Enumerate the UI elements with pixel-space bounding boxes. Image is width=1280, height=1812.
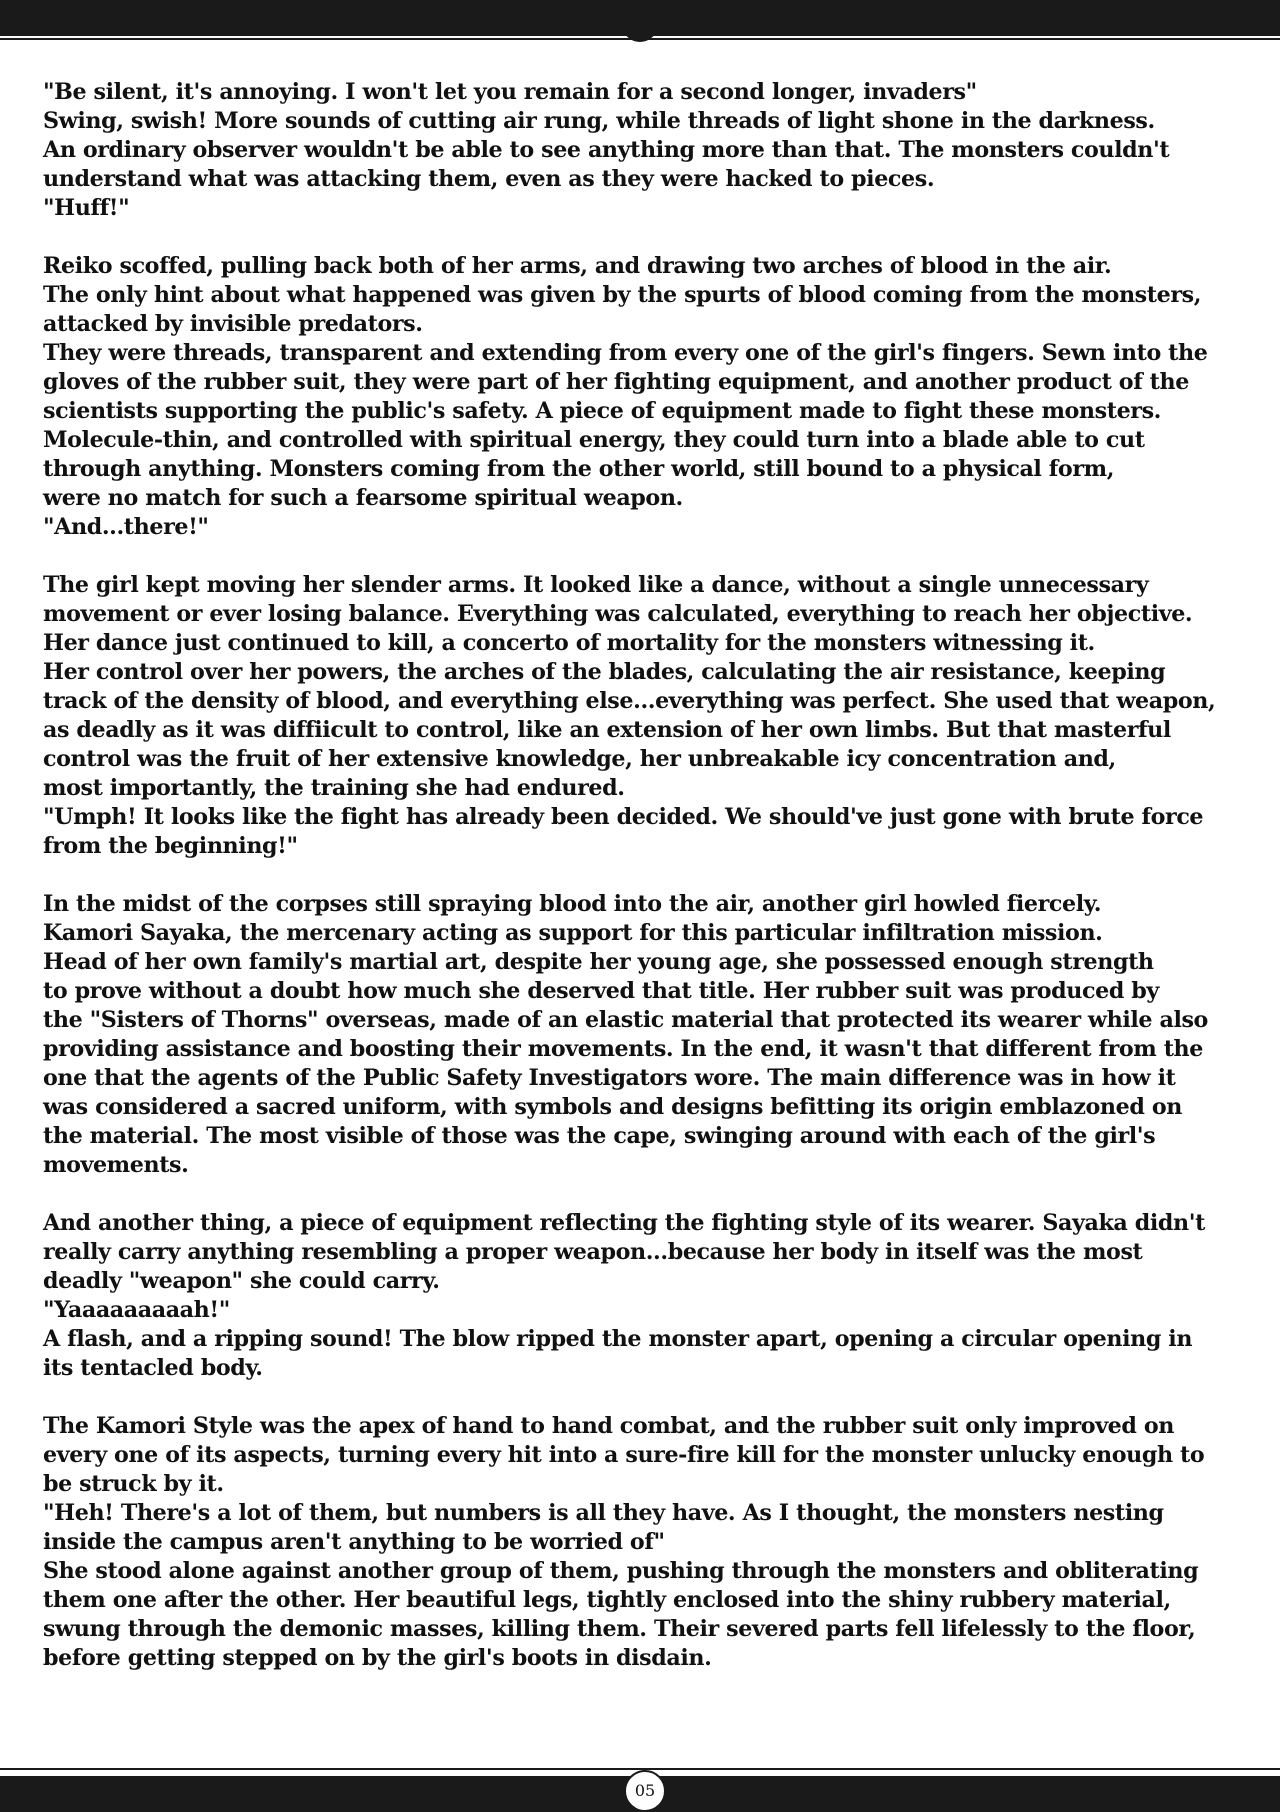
text-line: Swing, swish! More sounds of cutting air rung, while threads of light shone in the darkness. (43, 108, 1155, 134)
text-line: be struck by it. (43, 1471, 224, 1497)
text-line: "And...there!" (43, 514, 209, 540)
text-line: "Be silent, it's annoying. I won't let you remain for a second longer, invaders" (43, 79, 977, 105)
text-line: "Yaaaaaaaaah!" (43, 1297, 230, 1323)
text-line: deadly "weapon" she could carry. (43, 1268, 440, 1294)
paragraph (43, 1412, 1263, 1673)
text-line: its tentacled body. (43, 1355, 263, 1381)
text-line: the material. The most visible of those was the cape, swinging around with each of the girl's (43, 1123, 1156, 1149)
text-line: "Umph! It looks like the fight has already been decided. We should've just gone with brute force (43, 804, 1204, 830)
text-line: She stood alone against another group of them, pushing through the monsters and obliterating (43, 1558, 1199, 1584)
text-line: as deadly as it was diffiicult to control, like an extension of her own limbs. But that masterful (43, 717, 1171, 743)
paragraph (43, 571, 1263, 861)
text-line: Head of her own family's martial art, despite her young age, she possessed enough strength (43, 949, 1154, 975)
story-text-body (43, 78, 1263, 1673)
paragraph (43, 890, 1263, 1180)
paragraph (43, 252, 1263, 542)
paragraph-gap (43, 1383, 1263, 1412)
text-line: Her dance just continued to kill, a concerto of mortality for the monsters witnessing it. (43, 630, 1095, 656)
paragraph-gap (43, 223, 1263, 252)
text-line: was considered a sacred uniform, with symbols and designs befitting its origin emblazoned on (43, 1094, 1182, 1120)
text-line: the "Sisters of Thorns" overseas, made of an elastic material that protected its wearer while also (43, 1007, 1208, 1033)
text-line: Molecule-thin, and controlled with spiritual energy, they could turn into a blade able to cut (43, 427, 1145, 453)
text-line: inside the campus aren't anything to be worried of" (43, 1529, 665, 1555)
text-line: from the beginning!" (43, 833, 298, 859)
text-line: movement or ever losing balance. Everything was calculated, everything to reach her objective. (43, 601, 1193, 627)
text-line: gloves of the rubber suit, they were part of her fighting equipment, and another product of the (43, 369, 1189, 395)
text-line: A flash, and a ripping sound! The blow ripped the monster apart, opening a circular opening in (43, 1326, 1193, 1352)
text-line: The only hint about what happened was given by the spurts of blood coming from the monsters, (43, 282, 1202, 308)
text-line: control was the fruit of her extensive knowledge, her unbreakable icy concentration and, (43, 746, 1116, 772)
text-line: really carry anything resembling a proper weapon...because her body in itself was the most (43, 1239, 1143, 1265)
text-line: them one after the other. Her beautiful legs, tightly enclosed into the shiny rubbery material, (43, 1587, 1171, 1613)
text-line: The Kamori Style was the apex of hand to hand combat, and the rubber suit only improved on (43, 1413, 1174, 1439)
paragraph-gap (43, 1180, 1263, 1209)
text-line: Reiko scoffed, pulling back both of her arms, and drawing two arches of blood in the air. (43, 253, 1112, 279)
paragraph-gap (43, 542, 1263, 571)
text-line: And another thing, a piece of equipment reflecting the fighting style of its wearer. Sayaka didn't (43, 1210, 1205, 1236)
text-line: They were threads, transparent and extending from every one of the girl's fingers. Sewn into the (43, 340, 1208, 366)
text-line: track of the density of blood, and everything else...everything was perfect. She used that weapon, (43, 688, 1216, 714)
text-line: "Heh! There's a lot of them, but numbers is all they have. As I thought, the monsters nesting (43, 1500, 1164, 1526)
paragraph (43, 1209, 1263, 1383)
text-line: understand what was attacking them, even as they were hacked to pieces. (43, 166, 935, 192)
text-line: every one of its aspects, turning every hit into a sure-fire kill for the monster unlucky enough to (43, 1442, 1205, 1468)
text-line: Kamori Sayaka, the mercenary acting as support for this particular infiltration mission. (43, 920, 1103, 946)
text-line: movements. (43, 1152, 189, 1178)
text-line: The girl kept moving her slender arms. It looked like a dance, without a single unnecessary (43, 572, 1149, 598)
paragraph-gap (43, 861, 1263, 890)
text-line: In the midst of the corpses still spraying blood into the air, another girl howled fiercely. (43, 891, 1102, 917)
text-line: before getting stepped on by the girl's boots in disdain. (43, 1645, 712, 1671)
text-line: one that the agents of the Public Safety Investigators wore. The main difference was in how it (43, 1065, 1176, 1091)
text-line: scientists supporting the public's safety. A piece of equipment made to fight these monsters. (43, 398, 1162, 424)
text-line: to prove without a doubt how much she deserved that title. Her rubber suit was produced by (43, 978, 1159, 1004)
text-line: swung through the demonic masses, killing them. Their severed parts fell lifelessly to the floor, (43, 1616, 1196, 1642)
text-line: Her control over her powers, the arches of the blades, calculating the air resistance, keeping (43, 659, 1166, 685)
text-line: "Huff!" (43, 195, 130, 221)
text-line: most importantly, the training she had endured. (43, 775, 625, 801)
page-number-badge: 05 (624, 1770, 666, 1812)
text-line: through anything. Monsters coming from the other world, still bound to a physical form, (43, 456, 1115, 482)
top-border-bar (0, 0, 1280, 36)
text-line: providing assistance and boosting their movements. In the end, it wasn't that different from the (43, 1036, 1204, 1062)
paragraph (43, 78, 1263, 223)
top-border-rule (0, 38, 1280, 40)
text-line: attacked by invisible predators. (43, 311, 423, 337)
text-line: An ordinary observer wouldn't be able to see anything more than that. The monsters couldn't (43, 137, 1170, 163)
text-line: were no match for such a fearsome spiritual weapon. (43, 485, 683, 511)
